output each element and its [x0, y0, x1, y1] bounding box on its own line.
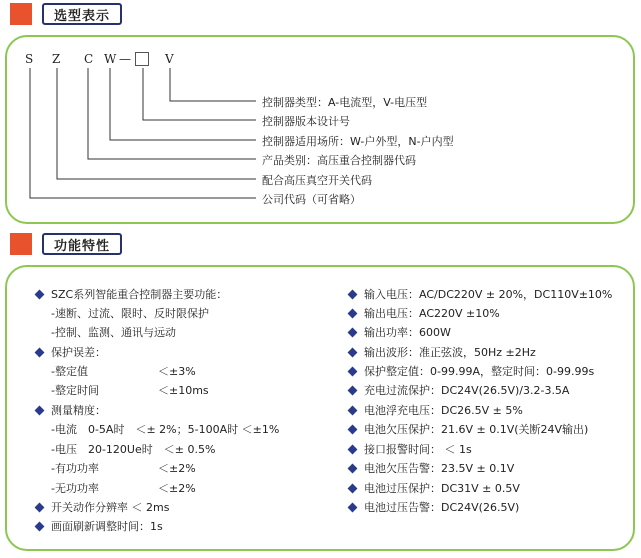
section-title-selection: 选型表示 [42, 3, 122, 25]
feature-right-item: 输出波形：准正弦波，50Hz ±2Hz [347, 344, 536, 360]
diamond-bullet-icon [348, 289, 358, 299]
diamond-bullet-icon [35, 347, 45, 357]
feature-right-item: 电池欠压保护：21.6V ± 0.1V(关断24V输出) [347, 421, 588, 437]
feature-left-item: -整定值 ＜±3% [51, 365, 196, 378]
desc-location: 控制器适用场所：W-户外型，N-户内型 [262, 135, 454, 148]
feature-right-item: 输出功率：600W [347, 324, 451, 340]
diamond-bullet-icon [348, 385, 358, 395]
desc-controller-type: 控制器类型：A-电流型，V-电压型 [262, 96, 428, 109]
feature-left-item: -速断、过流、限时、反时限保护 [51, 307, 209, 320]
feature-left-item: -有功功率 ＜±2% [51, 462, 196, 475]
diamond-bullet-icon [35, 521, 45, 531]
feature-right-item: 电池过压保护：DC31V ± 0.5V [347, 480, 520, 496]
diamond-bullet-icon [348, 327, 358, 337]
feature-left-item: -无功功率 ＜±2% [51, 482, 196, 495]
feature-right-item: 保护整定值：0-99.99A，整定时间：0-99.99s [347, 363, 594, 379]
code-letter-c: C [84, 52, 94, 66]
section-header-features [10, 233, 122, 255]
section-marker-square [10, 233, 32, 255]
diamond-bullet-icon [348, 424, 358, 434]
feature-left-item: 开关动作分辨率 ＜ 2ms [34, 499, 169, 515]
feature-left-item: -整定时间 ＜±10ms [51, 384, 209, 397]
feature-right-item: 充电过流保护：DC24V(26.5V)/3.2-3.5A [347, 382, 569, 398]
desc-version: 控制器版本设计号 [262, 115, 350, 128]
diamond-bullet-icon [348, 366, 358, 376]
code-letter-z: Z [52, 52, 61, 66]
feature-right-item: 接口报警时间： ＜ 1s [347, 441, 472, 457]
diamond-bullet-icon [35, 502, 45, 512]
diamond-bullet-icon [348, 347, 358, 357]
feature-left-item: 保护误差： [34, 344, 106, 360]
code-letter-s: S [25, 52, 34, 66]
desc-switch-code: 配合高压真空开关代码 [262, 174, 372, 187]
feature-right-item: 电池过压告警：DC24V(26.5V) [347, 499, 519, 515]
feature-left-item: -电流 0-5A时 ＜± 2%；5-100A时 ＜±1% [51, 423, 280, 436]
diamond-bullet-icon [348, 308, 358, 318]
diamond-bullet-icon [35, 405, 45, 415]
feature-left-item: -控制、监测、通讯与远动 [51, 326, 176, 339]
diamond-bullet-icon [348, 483, 358, 493]
section-title-features: 功能特性 [42, 233, 122, 255]
diamond-bullet-icon [348, 444, 358, 454]
feature-left-item: -电压 20-120Ue时 ＜± 0.5% [51, 443, 216, 456]
code-letter-w: W [104, 52, 117, 66]
feature-right-item: 电池浮充电压：DC26.5V ± 5% [347, 402, 523, 418]
feature-right-item: 电池欠压告警：23.5V ± 0.1V [347, 460, 514, 476]
diamond-bullet-icon [35, 289, 45, 299]
feature-left-item: SZC系列智能重合控制器主要功能： [34, 286, 227, 302]
feature-left-item: 画面刷新调整时间：1s [34, 518, 163, 534]
desc-product-category: 产品类别：高压重合控制器代码 [262, 154, 416, 167]
feature-right-item: 输出电压：AC220V ±10% [347, 305, 500, 321]
feature-right-item: 输入电压：AC/DC220V ± 20%，DC110V±10% [347, 286, 612, 302]
code-letter-v: V [165, 52, 174, 66]
diamond-bullet-icon [348, 502, 358, 512]
desc-company-code: 公司代码（可省略） [262, 193, 361, 206]
code-letter-dash: — [119, 52, 131, 66]
diamond-bullet-icon [348, 405, 358, 415]
diamond-bullet-icon [348, 463, 358, 473]
feature-left-item: 测量精度： [34, 402, 106, 418]
